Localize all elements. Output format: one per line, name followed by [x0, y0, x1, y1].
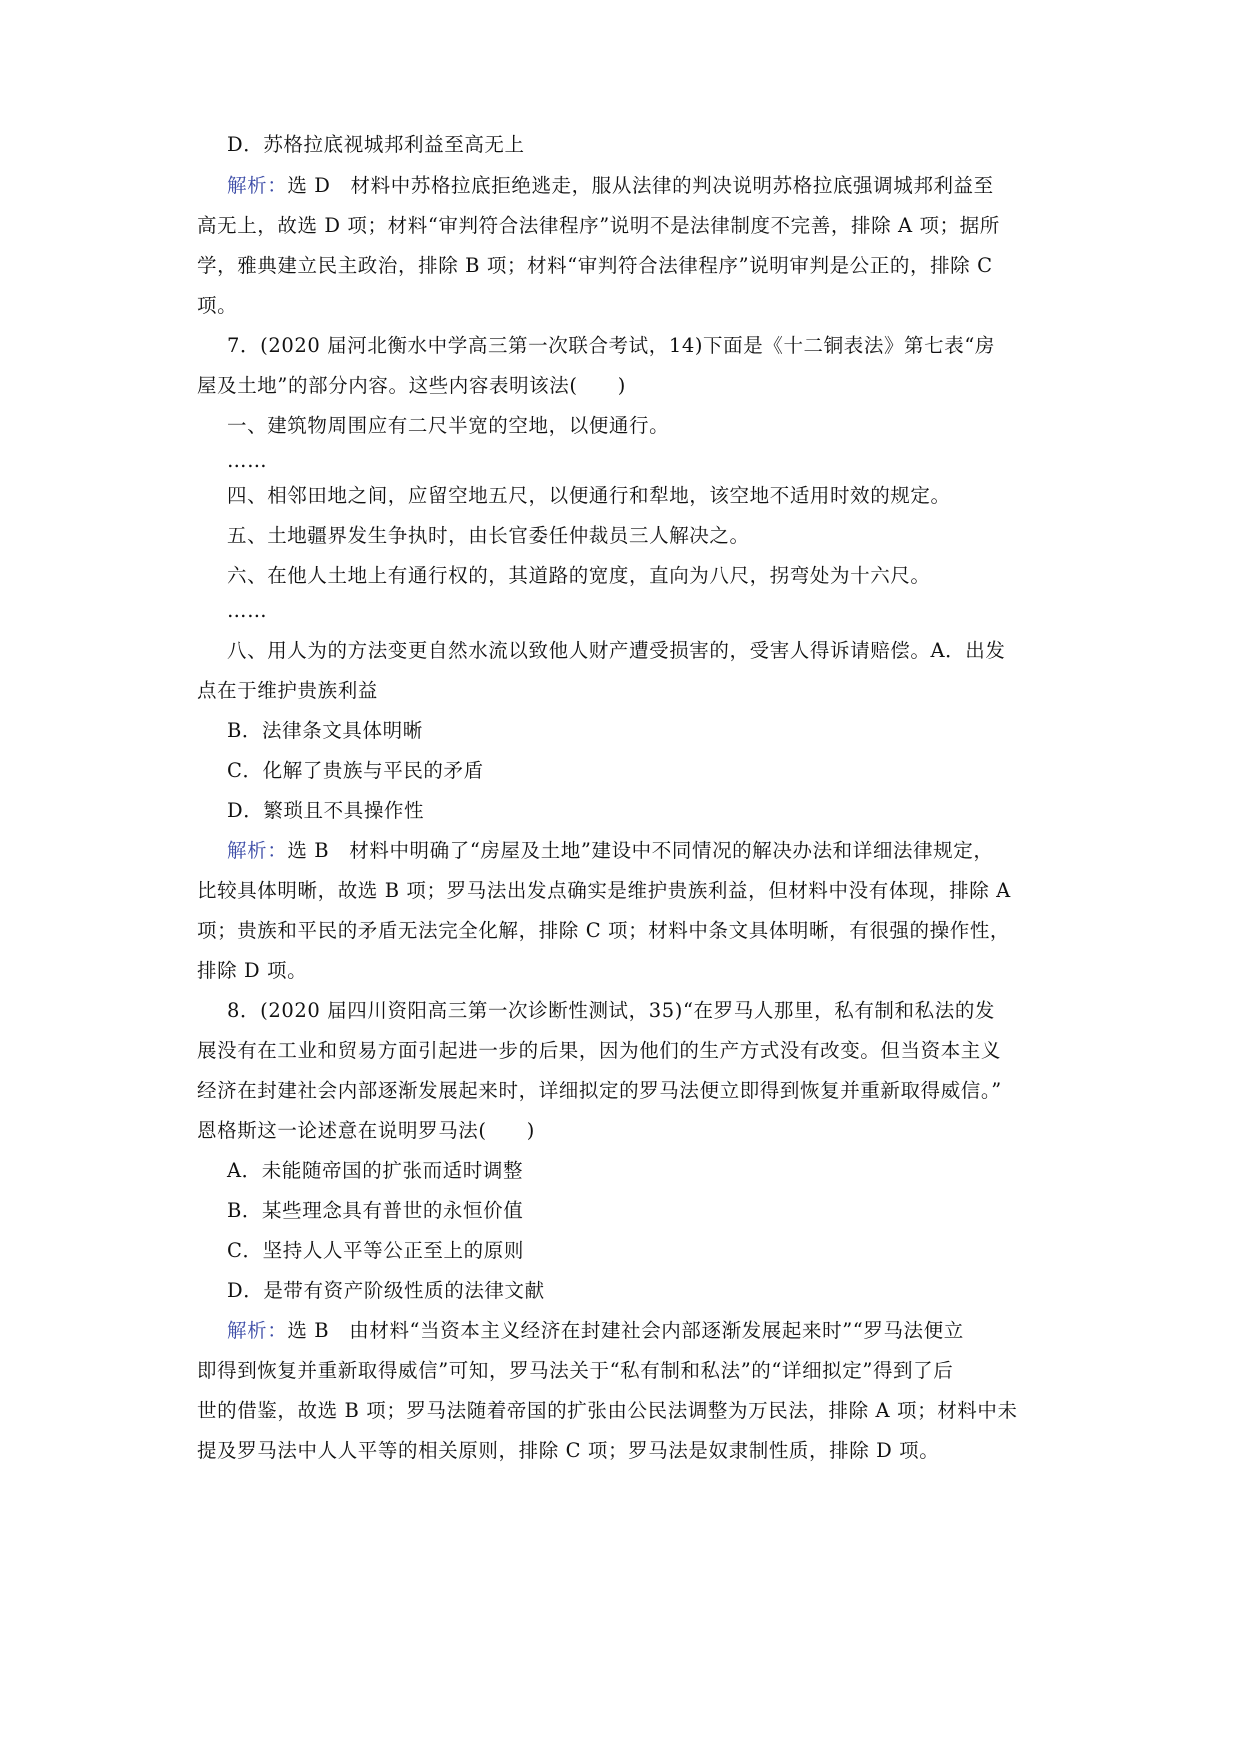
- option-d: D．繁琐且不具操作性: [227, 799, 425, 822]
- analysis-label: 解析：: [227, 839, 288, 862]
- option-a: 点在于维护贵族利益: [197, 679, 378, 702]
- option-c: C．化解了贵族与平民的矛盾: [227, 759, 484, 782]
- material-ellipsis: ……: [227, 449, 268, 472]
- material-line: 一、建筑物周围应有二尺半宽的空地，以便通行。: [227, 414, 670, 437]
- analysis-line: 提及罗马法中人人平等的相关原则，排除 C 项；罗马法是奴隶制性质，排除 D 项。: [197, 1439, 940, 1462]
- question-8-stem: 经济在封建社会内部逐渐发展起来时，详细拟定的罗马法便立即得到恢复并重新取得威信。”: [197, 1079, 1002, 1102]
- analysis-line: 高无上，故选 D 项；材料“审判符合法律程序”说明不是法律制度不完善，排除 A 项；据所: [197, 214, 1000, 237]
- analysis-text: 选 D 材料中苏格拉底拒绝逃走，服从法律的判决说明苏格拉底强调城邦利益至: [287, 174, 994, 197]
- analysis-line: 学，雅典建立民主政治，排除 B 项；材料“审判符合法律程序”说明审判是公正的，排除 C: [197, 254, 993, 277]
- analysis-line: [0, 1316, 1241, 1346]
- analysis-line: 比较具体明晰，故选 B 项；罗马法出发点确实是维护贵族利益，但材料中没有体现，排除 A: [197, 879, 1011, 902]
- material-line: 五、土地疆界发生争执时，由长官委任仲裁员三人解决之。: [227, 524, 750, 547]
- option-b: B．法律条文具体明晰: [227, 719, 423, 742]
- analysis-line: 世的借鉴，故选 B 项；罗马法随着帝国的扩张由公民法调整为万民法，排除 A 项；材料中未: [197, 1399, 1018, 1422]
- analysis-line: [0, 836, 1241, 866]
- analysis-label: 解析：: [227, 174, 288, 197]
- material-ellipsis: ……: [227, 599, 268, 622]
- material-line: 六、在他人土地上有通行权的，其道路的宽度，直向为八尺，拐弯处为十六尺。: [227, 564, 931, 587]
- option-a: A．未能随帝国的扩张而适时调整: [227, 1159, 524, 1182]
- material-line: 八、用人为的方法变更自然水流以致他人财产遭受损害的，受害人得诉请赔偿。A．出发: [227, 639, 1006, 662]
- analysis-line: [0, 171, 1241, 201]
- option-b: B．某些理念具有普世的永恒价值: [227, 1199, 524, 1222]
- option-d: D．是带有资产阶级性质的法律文献: [227, 1279, 545, 1302]
- option-c: C．坚持人人平等公正至上的原则: [227, 1239, 524, 1262]
- analysis-line: 即得到恢复并重新取得威信”可知，罗马法关于“私有制和私法”的“详细拟定”得到了后: [197, 1359, 954, 1382]
- question-8-stem: 展没有在工业和贸易方面引起进一步的后果，因为他们的生产方式没有改变。但当资本主义: [197, 1039, 1002, 1062]
- analysis-line: 项；贵族和平民的矛盾无法完全化解，排除 C 项；材料中条文具体明晰，有很强的操作性，: [197, 919, 1011, 942]
- material-line: 四、相邻田地之间，应留空地五尺，以便通行和犁地，该空地不适用时效的规定。: [227, 484, 951, 507]
- question-7-stem: 屋及土地”的部分内容。这些内容表明该法( ): [197, 374, 626, 397]
- question-8-stem: 8．(2020 届四川资阳高三第一次诊断性测试，35)“在罗马人那里，私有制和私法的发: [227, 999, 996, 1022]
- question-8-stem: 恩格斯这一论述意在说明罗马法( ): [197, 1119, 536, 1142]
- analysis-line: 排除 D 项。: [197, 959, 308, 982]
- analysis-line: 项。: [197, 294, 238, 317]
- option-d: D．苏格拉底视城邦利益至高无上: [227, 133, 525, 156]
- analysis-text: 选 B 材料中明确了“房屋及土地”建设中不同情况的解决办法和详细法律规定，: [287, 839, 994, 862]
- question-7-stem: 7．(2020 届河北衡水中学高三第一次联合考试，14)下面是《十二铜表法》第七表“房: [227, 334, 996, 357]
- analysis-text: 选 B 由材料“当资本主义经济在封建社会内部逐渐发展起来时”“罗马法便立: [287, 1319, 964, 1342]
- analysis-label: 解析：: [227, 1319, 288, 1342]
